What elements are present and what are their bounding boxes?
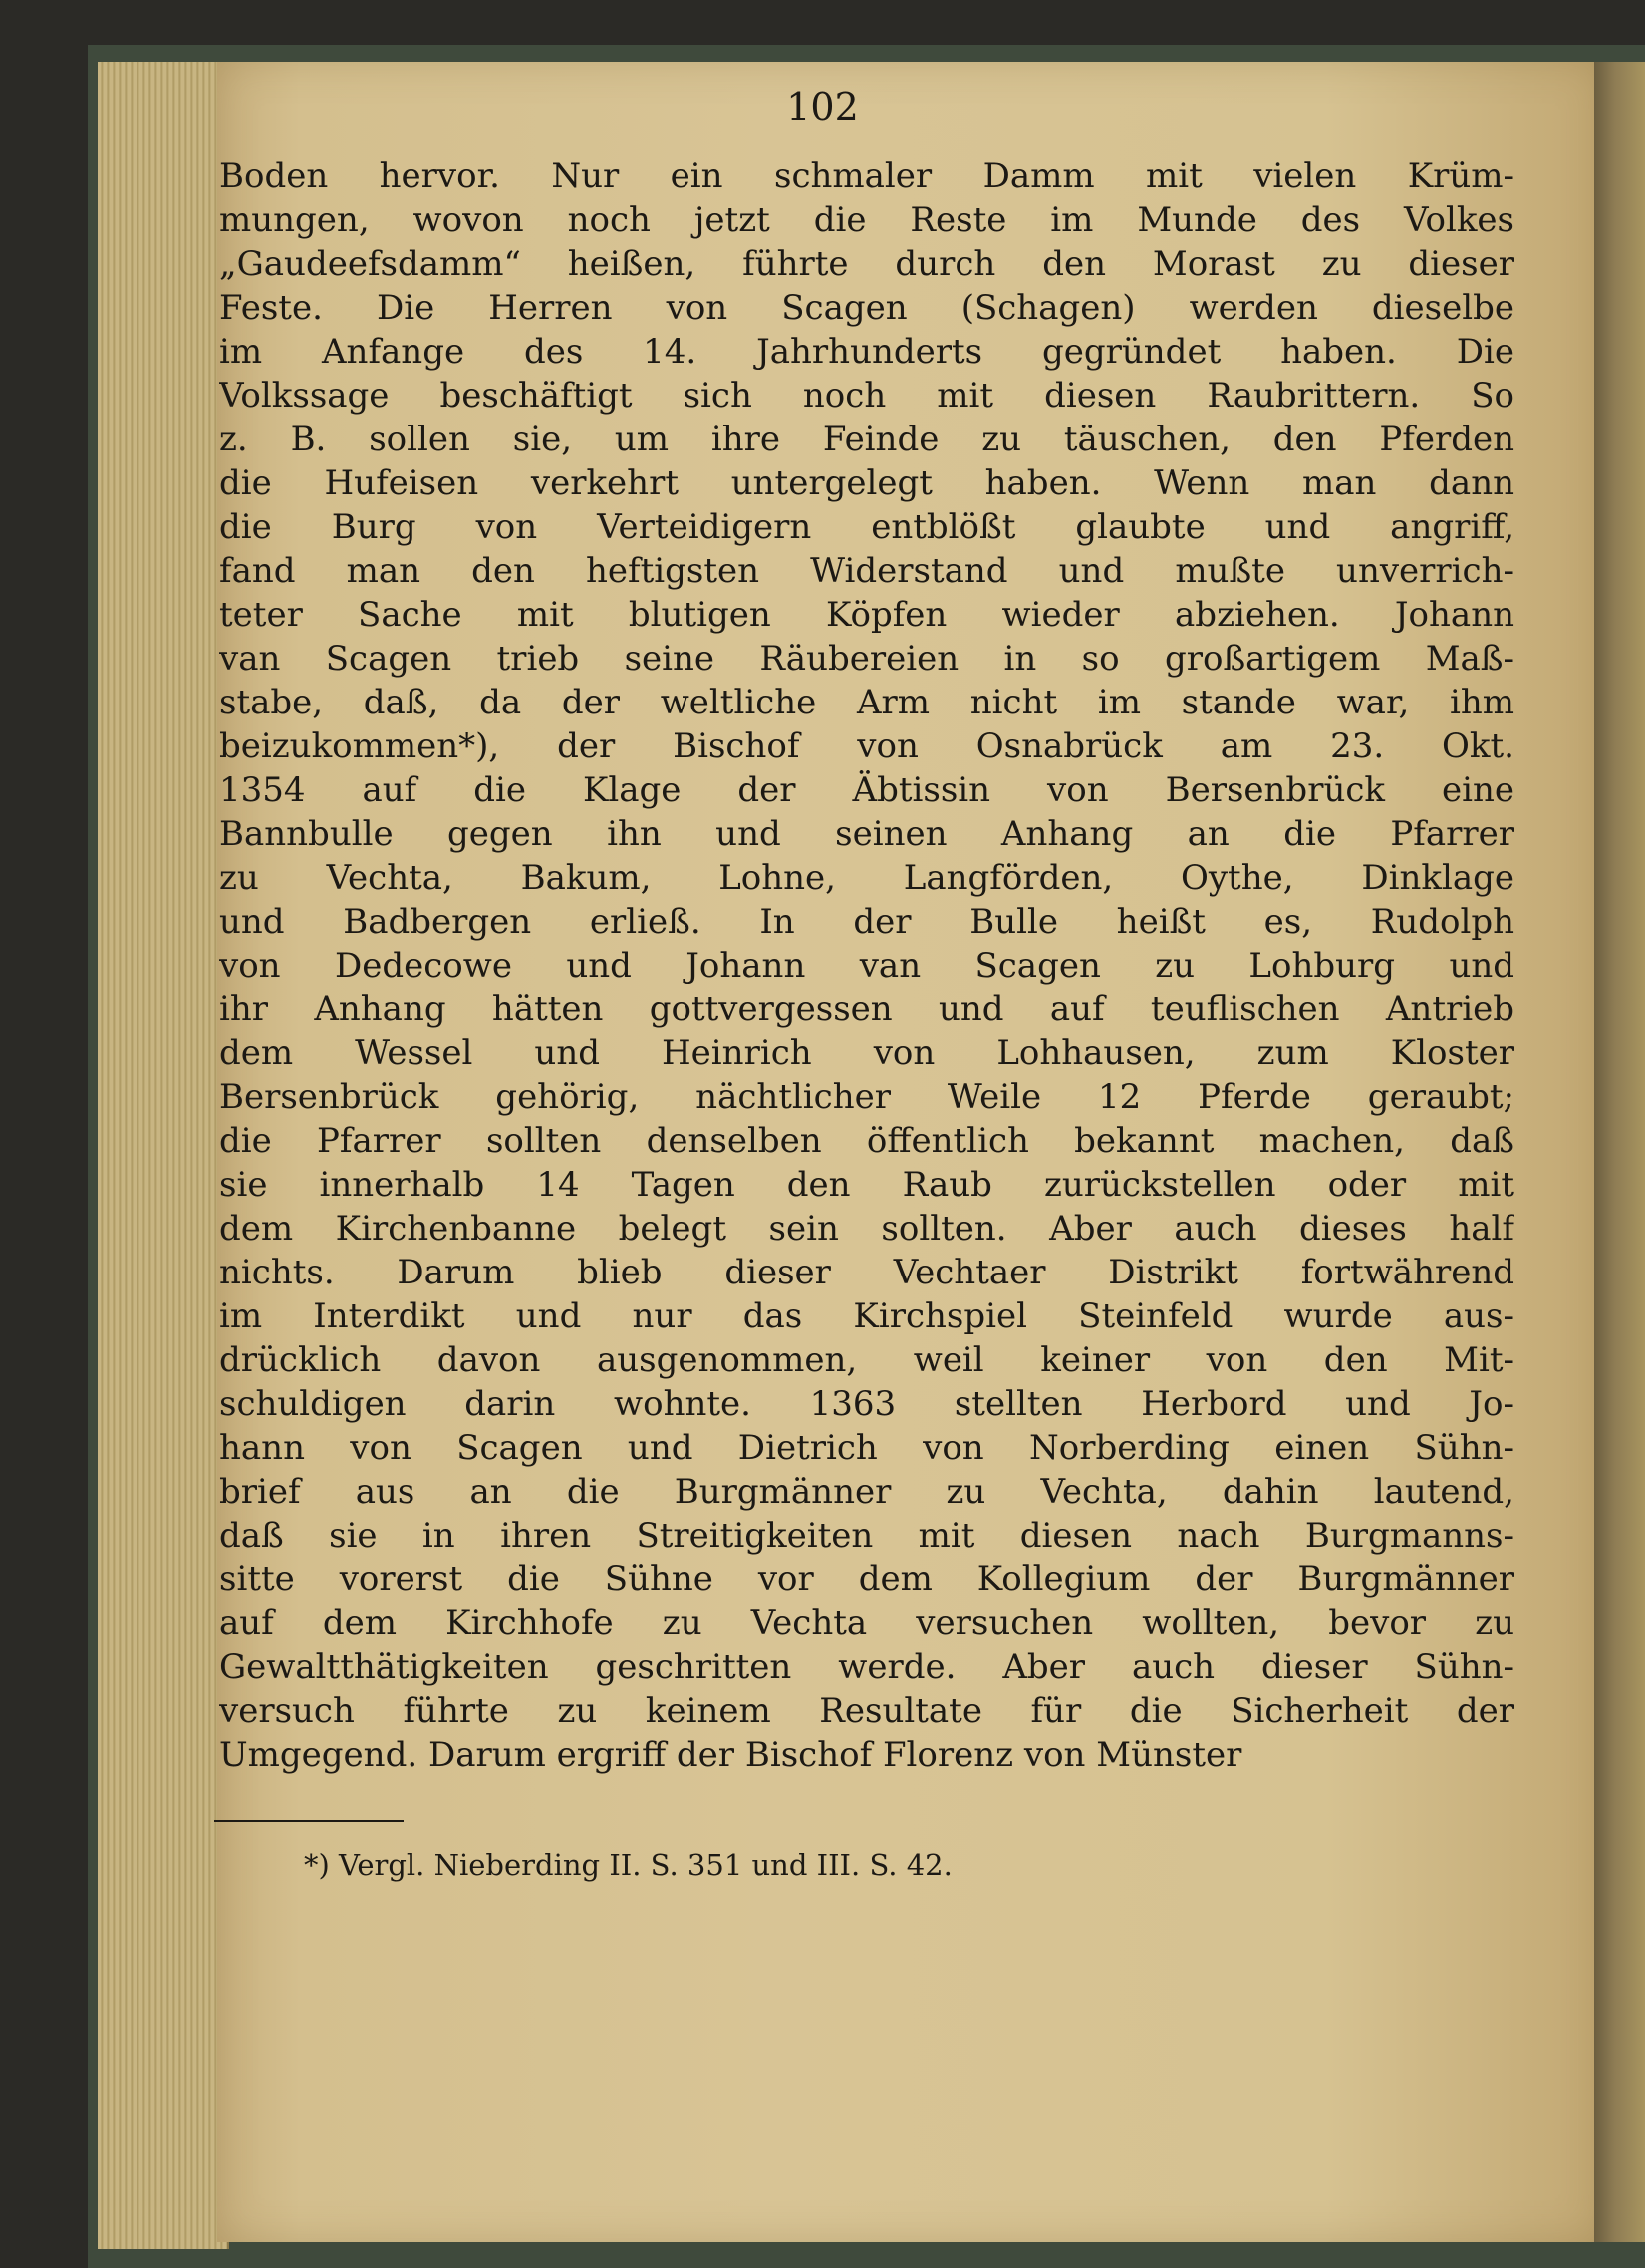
text-line: im Anfange des 14. Jahrhunderts gegründet haben. Die: [219, 332, 1514, 372]
text-line: dem Wessel und Heinrich von Lohhausen, zum Kloster: [219, 1033, 1514, 1073]
text-line: „Gaudeefsdamm“ heißen, führte durch den Morast zu dieser: [219, 244, 1514, 284]
text-line: die Hufeisen verkehrt untergelegt haben. Wenn man dann: [219, 463, 1514, 503]
text-line: beizukommen*), der Bischof von Osnabrück am 23. Okt.: [219, 726, 1514, 766]
text-line: auf dem Kirchhofe zu Vechta versuchen wollten, bevor zu: [219, 1603, 1514, 1643]
text-line: zu Vechta, Bakum, Lohne, Langförden, Oythe, Dinklage: [219, 858, 1514, 898]
page-number: 102: [786, 85, 859, 129]
text-line: sie innerhalb 14 Tagen den Raub zurückstellen oder mit: [219, 1165, 1514, 1205]
footnote: *) Vergl. Nieberding II. S. 351 und III. S. 42.: [304, 1848, 953, 1882]
text-line: Bersenbrück gehörig, nächtlicher Weile 12 Pferde geraubt;: [219, 1077, 1514, 1117]
text-line: Bannbulle gegen ihn und seinen Anhang an die Pfarrer: [219, 814, 1514, 854]
text-line: 1354 auf die Klage der Äbtissin von Bersenbrück eine: [219, 770, 1514, 810]
text-line: mungen, wovon noch jetzt die Reste im Munde des Volkes: [219, 200, 1514, 240]
text-line: versuch führte zu keinem Resultate für die Sicherheit der: [219, 1691, 1514, 1731]
text-line: teter Sache mit blutigen Köpfen wieder abziehen. Johann: [219, 595, 1514, 635]
text-line: drücklich davon ausgenommen, weil keiner von den Mit-: [219, 1340, 1514, 1380]
text-line: z. B. sollen sie, um ihre Feinde zu täuschen, den Pferden: [219, 420, 1514, 459]
text-line: stabe, daß, da der weltliche Arm nicht im stande war, ihm: [219, 683, 1514, 722]
text-line: die Burg von Verteidigern entblößt glaubte und angriff,: [219, 507, 1514, 547]
text-line: ihr Anhang hätten gottvergessen und auf teuflischen Antrieb: [219, 990, 1514, 1029]
text-line: von Dedecowe und Johann van Scagen zu Lohburg und: [219, 946, 1514, 986]
text-line: Boden hervor. Nur ein schmaler Damm mit vielen Krüm-: [219, 156, 1514, 196]
text-line: van Scagen trieb seine Räubereien in so großartigem Maß-: [219, 639, 1514, 679]
text-line: brief aus an die Burgmänner zu Vechta, dahin lautend,: [219, 1472, 1514, 1512]
text-line: Gewaltthätigkeiten geschritten werde. Aber auch dieser Sühn-: [219, 1647, 1514, 1687]
text-line: hann von Scagen und Dietrich von Norberding einen Sühn-: [219, 1428, 1514, 1468]
text-line: dem Kirchenbanne belegt sein sollten. Aber auch dieses half: [219, 1209, 1514, 1249]
text-line: Volkssage beschäftigt sich noch mit diesen Raubrittern. So: [219, 376, 1514, 416]
text-line: Umgegend. Darum ergriff der Bischof Florenz von Münster: [219, 1735, 1242, 1775]
text-line: fand man den heftigsten Widerstand und mußte unverrich-: [219, 551, 1514, 591]
footnote-rule: [214, 1820, 404, 1822]
text-line: nichts. Darum blieb dieser Vechtaer Distrikt fortwährend: [219, 1253, 1514, 1292]
text-line: schuldigen darin wohnte. 1363 stellten Herbord und Jo-: [219, 1384, 1514, 1424]
text-line: die Pfarrer sollten denselben öffentlich bekannt machen, daß: [219, 1121, 1514, 1161]
text-line: Feste. Die Herren von Scagen (Schagen) werden dieselbe: [219, 288, 1514, 328]
text-line: daß sie in ihren Streitigkeiten mit diesen nach Burgmanns-: [219, 1516, 1514, 1556]
text-line: sitte vorerst die Sühne vor dem Kollegium der Burgmänner: [219, 1559, 1514, 1599]
text-line: und Badbergen erließ. In der Bulle heißt es, Rudolph: [219, 902, 1514, 942]
text-line: im Interdikt und nur das Kirchspiel Steinfeld wurde aus-: [219, 1296, 1514, 1336]
body-text: [219, 154, 1514, 1777]
